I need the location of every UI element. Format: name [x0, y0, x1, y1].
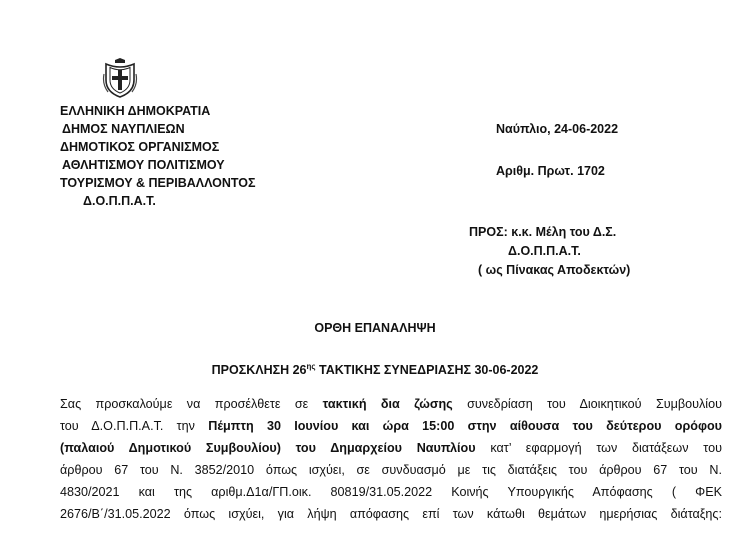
correction-title: ΟΡΘΗ ΕΠΑΝΑΛΗΨΗ [314, 321, 436, 335]
body-line-3: (παλαιού Δημοτικού Συμβουλίου) του Δημαρχείου Ναυπλίου κατ’ εφαρμογή των διατάξεων του [60, 441, 722, 455]
invitation-title: ΠΡΟΣΚΛΗΣΗ $26^{\eta\varsigma}$ ΤΑΚΤΙΚΗΣ ΣΥΝΕΔΡΙΑΣΗΣ 30-06-2022 [211, 362, 539, 377]
org-line-municipality: ΔΗΜΟΣ ΝΑΥΠΛΙΕΩΝ [62, 122, 185, 136]
body-line-2: του Δ.Ο.Π.Π.Α.Τ. την Πέμπτη 30 Ιουνίου και ώρα 15:00 στην αίθουσα του δεύτερου ορόφου [60, 419, 722, 433]
body-line-5: 4830/2021 και της αριθμ.Δ1α/ΓΠ.οικ. 80819/31.05.2022 Κοινής Υπουργικής Απόφασης ( ΦΕΚ [60, 485, 722, 499]
greek-coat-of-arms-emblem [102, 58, 138, 98]
body-line-1: Σας προσκαλούμε να προσέλθετε σε τακτική δια ζώσης συνεδρίαση του Διοικητικού Συμβουλίου [60, 397, 722, 411]
body-line-4: άρθρου 67 του Ν. 3852/2010 όπως ισχύει, σε συνδυασμό με τις διατάξεις του άρθρου 67 του Ν. [60, 463, 722, 477]
org-line-hellenic-republic: ΕΛΛΗΝΙΚΗ ΔΗΜΟΚΡΑΤΙΑ [60, 104, 211, 118]
org-line-acronym: Δ.Ο.Π.Π.Α.Τ. [83, 194, 156, 208]
place-date: Ναύπλιο, 24-06-2022 [496, 122, 619, 136]
invitation-body-paragraph [60, 393, 722, 525]
org-line-tourism-environment: ΤΟΥΡΙΣΜΟΥ & ΠΕΡΙΒΑΛΛΟΝΤΟΣ [60, 176, 256, 190]
recipient-acronym: Δ.Ο.Π.Π.Α.Τ. [508, 244, 581, 258]
protocol-number: Αριθμ. Πρωτ. 1702 [496, 164, 605, 178]
org-line-sports-culture: ΑΘΛΗΤΙΣΜΟΥ ΠΟΛΙΤΙΣΜΟΥ [62, 158, 225, 172]
body-line-6: 2676/Β΄/31.05.2022 όπως ισχύει, για λήψη απόφασης επί των κάτωθι θεμάτων ημερήσιας διάταξης: [60, 507, 722, 521]
org-line-municipal-organization: ΔΗΜΟΤΙΚΟΣ ΟΡΓΑΝΙΣΜΟΣ [60, 140, 220, 154]
recipient-list-note: ( ως Πίνακας Αποδεκτών) [478, 263, 631, 277]
recipient-line: ΠΡΟΣ: κ.κ. Μέλη του Δ.Σ. [469, 225, 617, 239]
